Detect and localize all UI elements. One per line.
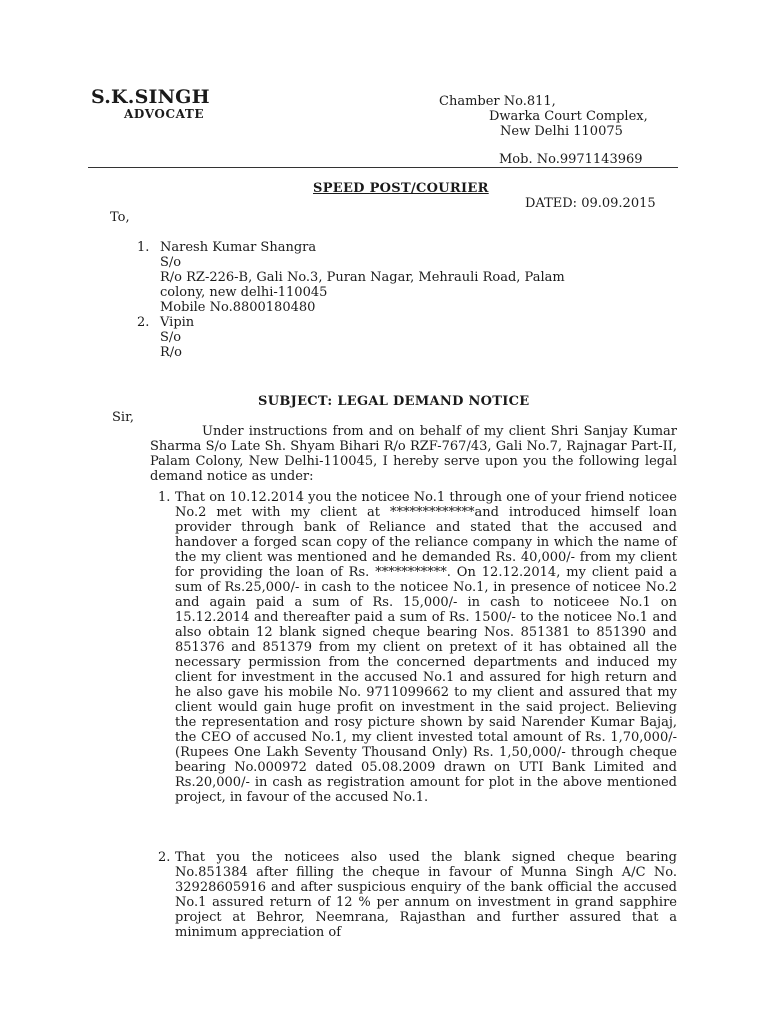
- city-address: New Delhi 110075: [500, 124, 623, 139]
- point-2-number: 2.: [158, 850, 171, 865]
- delivery-mode: SPEED POST/COURIER: [313, 181, 489, 196]
- recipient-1-number: 1.: [137, 240, 150, 255]
- advocate-title: ADVOCATE: [124, 107, 205, 121]
- recipient-1-relation: S/o: [160, 255, 182, 270]
- court-address: Dwarka Court Complex,: [489, 109, 648, 124]
- recipient-2-name: Vipin: [160, 315, 195, 330]
- point-1-number: 1.: [158, 490, 171, 505]
- point-2-text: That you the noticees also used the blank signed cheque bearing No.851384 after filling the cheque in favour of Munna Singh A/C No. 32928605916 and after suspicious enquiry of the bank official the accused No.1 assured return of 12 % per annum on investment in grand sapphire project at Behror, Neemrana, Rajasthan and further assured that a minimum appreciation of: [175, 850, 677, 940]
- recipient-1-address: R/o RZ-226-B, Gali No.3, Puran Nagar, Mehrauli Road, Palam: [160, 270, 565, 285]
- to-label: To,: [110, 210, 130, 225]
- recipient-2-relation: S/o: [160, 330, 182, 345]
- recipient-1-address-cont: colony, new delhi-110045: [160, 285, 328, 300]
- point-1-text: That on 10.12.2014 you the noticee No.1 through one of your friend noticee No.2 met with my client at *************and introduced himself loan provider through bank of Reliance and stated that the accused and handover a forged scan copy of the reliance company in which the name of the my client was mentioned and he demanded Rs. 40,000/- from my client for providing the loan of Rs. ***********. On 12.12.2014, my client paid a sum of Rs.25,000/- in cash to the noticee No.1, in presence of noticee No.2 and again paid a sum of Rs. 15,000/- in cash to noticeee No.1 on 15.12.2014 and thereafter paid a sum of Rs. 1500/- to the noticee No.1 and also obtain 12 blank signed cheque bearing Nos. 851381 to 851390 and 851376 and 851379 from my client on pretext of it has obtained all the necessary permission from the concerned departments and induced my client for investment in the accused No.1 and assured for high return and he also gave his mobile No. 9711099662 to my client and assured that my client would gain huge profit on investment in the said project. Believing the representation and rosy picture shown by said Narender Kumar Bajaj, the CEO of accused No.1, my client invested total amount of Rs. 1,70,000/- (Rupees One Lakh Seventy Thousand Only) Rs. 1,50,000/- through cheque bearing No.000972 dated 05.08.2009 drawn on UTI Bank Limited and Rs.20,000/- in cash as registration amount for plot in the above mentioned project, in favour of the accused No.1.: [175, 490, 677, 805]
- intro-paragraph: Under instructions from and on behalf of my client Shri Sanjay Kumar Sharma S/o Late Sh. Shyam Bihari R/o RZF-767/43, Gali No.7, Rajnagar Part-II, Palam Colony, New Delhi-110045, I hereby serve upon you the following legal demand notice as under:: [150, 424, 677, 484]
- recipient-2-number: 2.: [137, 315, 150, 330]
- recipient-1-name: Naresh Kumar Shangra: [160, 240, 317, 255]
- advocate-name: S.K.SINGH: [91, 86, 210, 108]
- mobile-number: Mob. No.9971143969: [499, 152, 643, 167]
- notice-subject: SUBJECT: LEGAL DEMAND NOTICE: [258, 394, 530, 409]
- salutation: Sir,: [112, 410, 134, 425]
- notice-date: DATED: 09.09.2015: [525, 196, 656, 211]
- recipient-2-address: R/o: [160, 345, 182, 360]
- letterhead-divider: [88, 167, 678, 168]
- recipient-1-mobile: Mobile No.8800180480: [160, 300, 316, 315]
- chamber-address: Chamber No.811,: [439, 94, 556, 109]
